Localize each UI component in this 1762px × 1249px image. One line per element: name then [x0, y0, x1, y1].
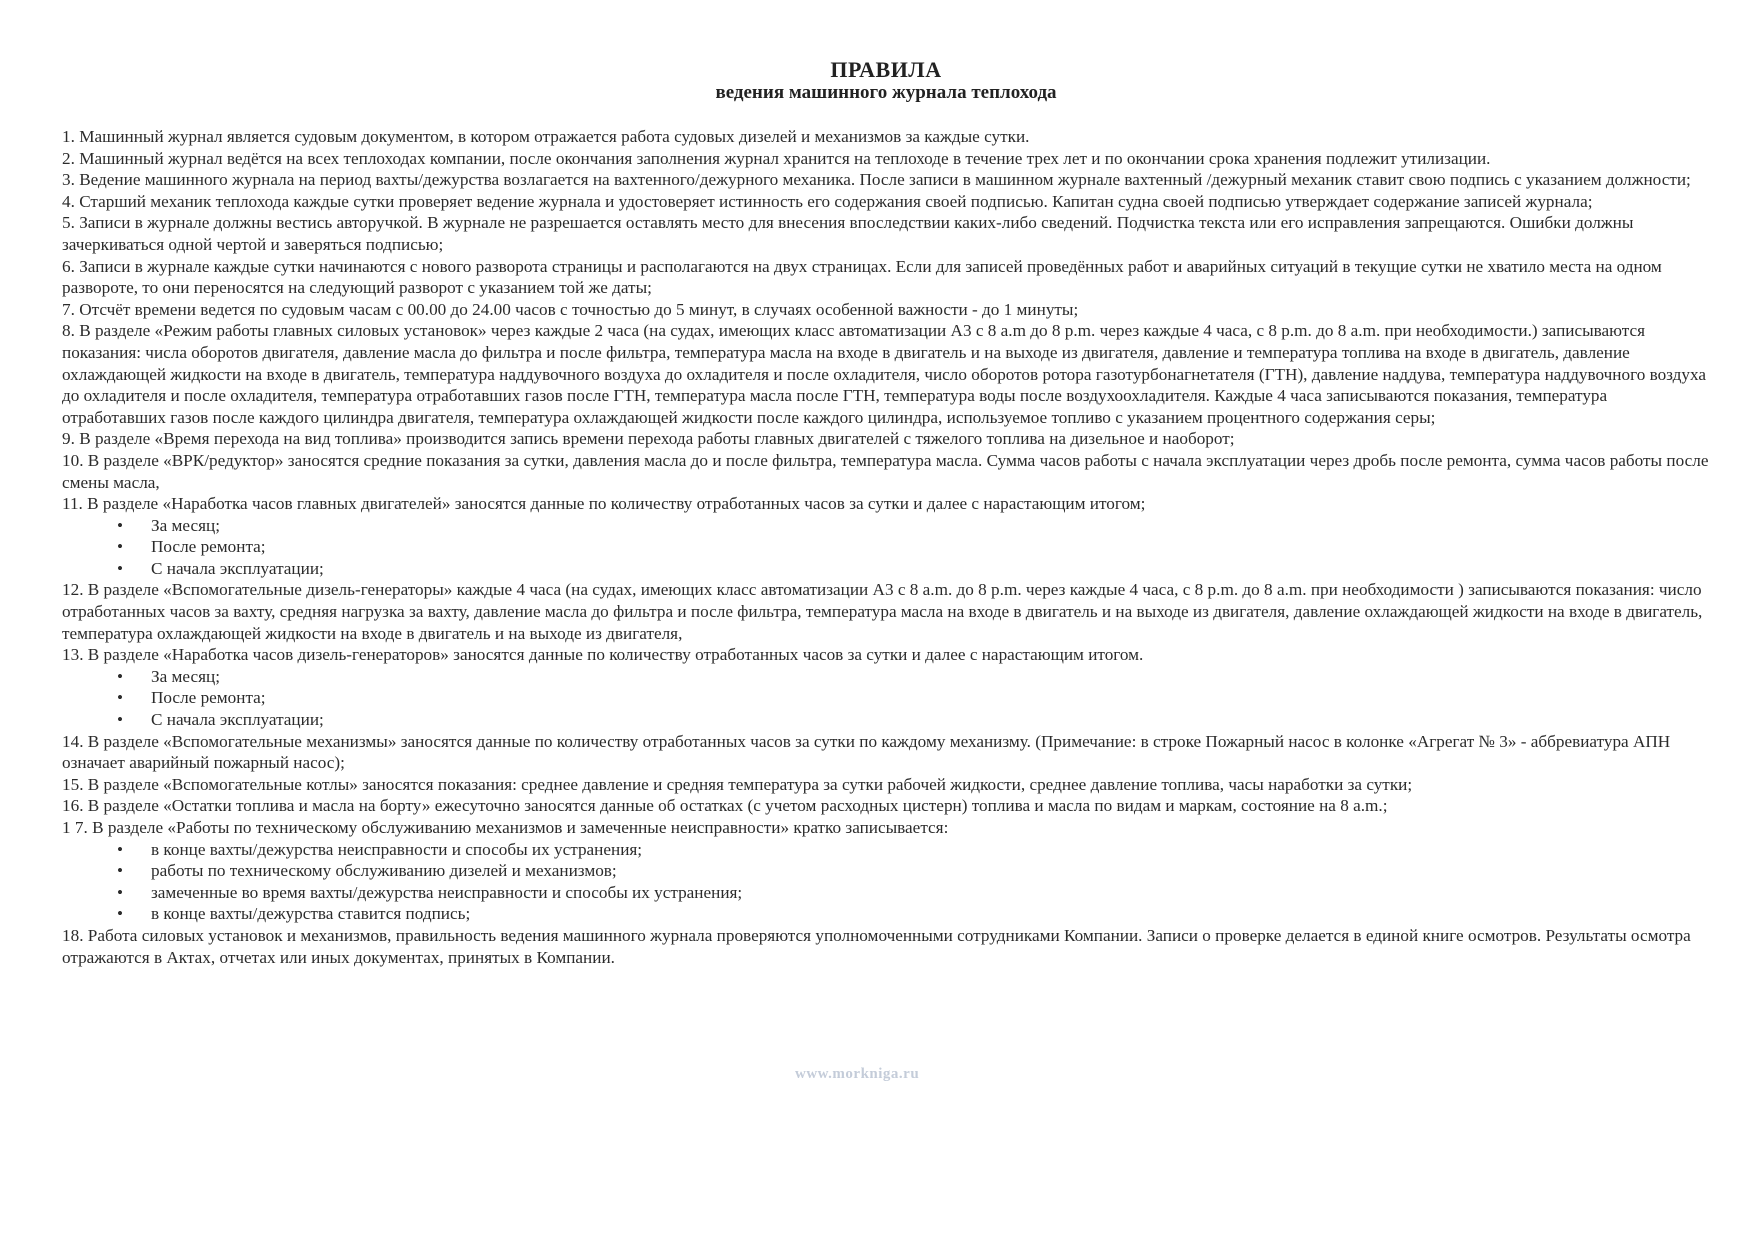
rules-section-a: [62, 126, 1710, 515]
list-item: • работы по техническому обслуживанию дизелей и механизмов;: [117, 861, 617, 881]
rule-8: 8. В разделе «Режим работы главных силовых установок» через каждые 2 часа (на судах, имеющих класс автоматизации А3 с 8 a.m до 8 p.m. через каждые 4 часа, с 8 p.m. до 8 a.m. при необходимости.) записываются показания: числа оборотов двигателя, давление масла до фильтра и после фильтра, температура масла на входе в двигатель и на выходе из двигателя, давление и температура топлива на входе в двигатель, давление охлаждающей жидкости на входе в двигатель, температура наддувочного воздуха до охладителя и после охладителя, число оборотов ротора газотурбонагнетателя (ГТН), давление наддува, температура наддувочного воздуха до охладителя и после охладителя, температура отработавших газов после ГТН, температура масла после ГТН, температура воды после воздухоохладителя. Каждые 4 часа записываются показания, температура отработавших газов после каждого цилиндра двигателя, температура охлаждающей жидкости после каждого цилиндра, используемое топливо с указанием процентного содержания серы;: [62, 321, 1706, 427]
bullet-icon: •: [117, 861, 124, 881]
rule-17: 1 7. В разделе «Работы по техническому обслуживанию механизмов и замеченные неисправности» кратко записывается:: [62, 818, 949, 837]
rule-17-list: [62, 839, 1710, 925]
rule-5: 5. Записи в журнале должны вестись авторучкой. В журнале не разрешается оставлять место для внесения впоследствии каких-либо сведений. Подчистка текста или его исправления запрещаются. Ошибки должны зачеркиваться одной чертой и заверяться подписью;: [62, 213, 1634, 254]
rule-1: 1. Машинный журнал является судовым документом, в котором отражается работа судовых дизелей и механизмов за каждые сутки.: [62, 127, 1030, 146]
list-item: • в конце вахты/дежурства ставится подпись;: [117, 904, 471, 924]
rule-18: 18. Работа силовых установок и механизмов, правильность ведения машинного журнала проверяются уполномоченными сотрудниками Компании. Записи о проверке делается в единой книге осмотров. Результаты осмотра отражаются в Актах, отчетах или иных документах, принятых в Компании.: [62, 925, 1691, 967]
rules-section-c: [62, 731, 1710, 839]
rule-14: 14. В разделе «Вспомогательные механизмы» заносятся данные по количеству отработанных часов за сутки по каждому механизму. (Примечание: в строке Пожарный насос в колонке «Агрегат № 3» - аббревиатура АПН означает аварийный пожарный насос);: [62, 731, 1671, 773]
rule-15: 15. В разделе «Вспомогательные котлы» заносятся показания: среднее давление и средняя температура за сутки рабочей жидкости, среднее давление топлива, часы наработки за сутки;: [62, 774, 1413, 794]
bullet-icon: •: [117, 904, 124, 924]
rule-3: 3. Ведение машинного журнала на период вахты/дежурства возлагается на вахтенного/дежурного механика. После записи в машинном журнале вахтенный /дежурный механик ставит свою подпись с указанием должности;: [62, 170, 1691, 190]
list-item: • в конце вахты/дежурства неисправности и способы их устранения;: [117, 839, 643, 859]
rule-12: 12. В разделе «Вспомогательные дизель-генераторы» каждые 4 часа (на судах, имеющих класс автоматизации А3 с 8 a.m. до 8 p.m. через каждые 4 часа, с 8 p.m. до 8 a.m. при необходимости ) записываются показания: число отработанных часов за вахту, средняя нагрузка за вахту, давление масла до фильтра и после фильтра, температура масла на входе в двигатель и на выходе из двигателя, давление охлаждающей жидкости на входе в двигатель, температура охлаждающей жидкости на входе в двигатель и на выходе из двигателя,: [62, 580, 1703, 643]
bullet-icon: •: [117, 839, 124, 859]
bullet-icon: •: [117, 882, 124, 902]
rule-6: 6. Записи в журнале каждые сутки начинаются с нового разворота страницы и располагаются на двух страницах. Если для записей проведённых работ и аварийных ситуаций в текущие сутки не хватило места на одном развороте, то они переносятся на следующий разворот с указанием той же даты;: [62, 256, 1662, 298]
rule-10: 10. В разделе «ВРК/редуктор» заносятся средние показания за сутки, давления масла до и после фильтра, температура масла. Сумма часов работы с начала эксплуатации через дробь после ремонта, сумма часов работы после смены масла,: [62, 450, 1709, 492]
list-item: • С начала эксплуатации;: [117, 558, 324, 578]
rule-11: 11. В разделе «Наработка часов главных двигателей» заносятся данные по количеству отработанных часов за сутки и далее с нарастающим итогом;: [62, 494, 1146, 514]
bullet-icon: •: [117, 558, 124, 578]
list-item: • После ремонта;: [117, 688, 266, 708]
list-item: • За месяц;: [117, 515, 220, 535]
rule-7: 7. Отсчёт времени ведется по судовым часам с 00.00 до 24.00 часов с точностью до 5 минут, в случаях особенной важности - до 1 минуты;: [62, 299, 1079, 319]
list-item: • После ремонта;: [117, 537, 266, 557]
watermark: www.morkniga.ru: [795, 1066, 920, 1082]
rule-9: 9. В разделе «Время перехода на вид топлива» производится запись времени перехода работы главных двигателей с тяжелого топлива на дизельное и наоборот;: [62, 429, 1235, 449]
bullet-icon: •: [117, 688, 124, 708]
rule-11-list: [62, 515, 1710, 580]
bullet-icon: •: [117, 515, 124, 535]
list-item: • За месяц;: [117, 666, 220, 686]
bullet-icon: •: [117, 666, 124, 686]
bullet-icon: •: [117, 710, 124, 730]
rule-13: 13. В разделе «Наработка часов дизель-генераторов» заносятся данные по количеству отработанных часов за сутки и далее с нарастающим итогом.: [62, 645, 1144, 665]
document-page: [62, 58, 1710, 968]
list-item: • С начала эксплуатации;: [117, 710, 324, 730]
document-title: ПРАВИЛА: [830, 57, 942, 82]
list-item: • замеченные во время вахты/дежурства неисправности и способы их устранения;: [117, 882, 743, 902]
rules-section-b: [62, 579, 1710, 665]
rule-2: 2. Машинный журнал ведётся на всех теплоходах компании, после окончания заполнения журнал хранится на теплоходе в течение трех лет и по окончании срока хранения подлежит утилизации.: [62, 148, 1491, 168]
bullet-icon: •: [117, 537, 124, 557]
rule-16: 16. В разделе «Остатки топлива и масла на борту» ежесуточно заносятся данные об остатках (с учетом расходных цистерн) топлива и масла по видам и маркам, состояние на 8 a.m.;: [62, 796, 1388, 816]
document-subtitle: ведения машинного журнала теплохода: [715, 82, 1057, 103]
rule-4: 4. Старший механик теплохода каждые сутки проверяет ведение журнала и удостоверяет истинность его содержания своей подписью. Капитан судна своей подписью утверждает содержание записей журнала;: [62, 191, 1593, 211]
rule-13-list: [62, 666, 1710, 731]
